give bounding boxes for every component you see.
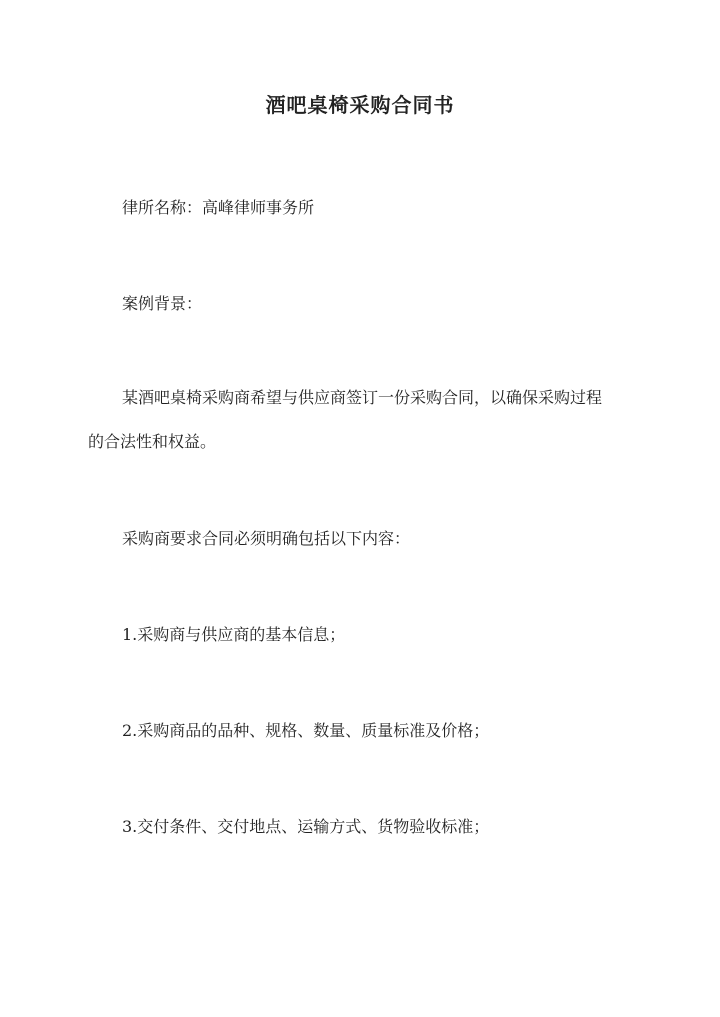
case-background-heading: 案例背景：	[122, 294, 203, 313]
case-background-line-2: 的合法性和权益。	[88, 432, 217, 451]
document-title: 酒吧桌椅采购合同书	[265, 93, 455, 117]
law-firm-line: 律所名称：高峰律师事务所	[122, 198, 315, 217]
requirement-item-2: 2.采购商品的品种、规格、数量、质量标准及价格；	[122, 721, 490, 740]
requirement-item-3: 3.交付条件、交付地点、运输方式、货物验收标准；	[122, 817, 490, 836]
requirements-intro: 采购商要求合同必须明确包括以下内容：	[122, 529, 411, 548]
requirement-item-1: 1.采购商与供应商的基本信息；	[122, 625, 346, 644]
case-background-line-1: 某酒吧桌椅采购商希望与供应商签订一份采购合同，以确保采购过程	[122, 388, 603, 407]
